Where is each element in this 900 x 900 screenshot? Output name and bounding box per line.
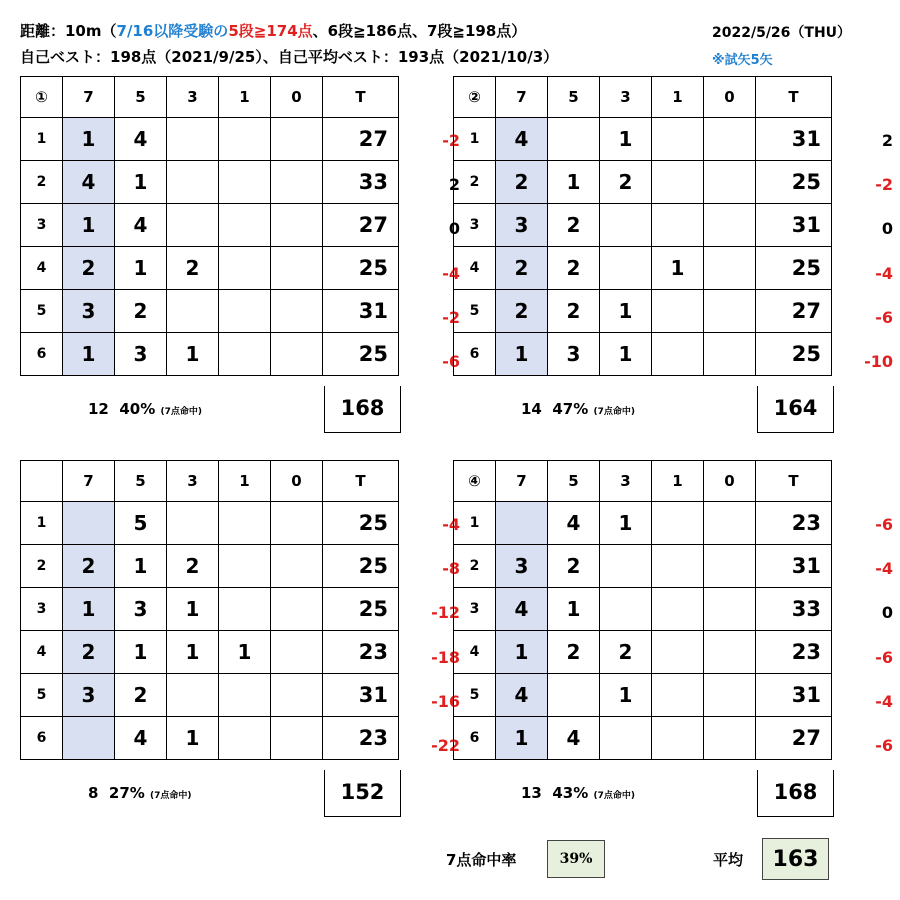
hit-count-cell: 3 <box>548 333 600 376</box>
hit-count-cell: 3 <box>63 674 115 717</box>
end-number: 3 <box>21 588 63 631</box>
hit-count-cell <box>704 674 756 717</box>
column-header: 3 <box>167 461 219 502</box>
end-row <box>454 204 832 247</box>
score-table-4 <box>453 460 832 760</box>
hit-count-cell: 2 <box>167 247 219 290</box>
end-row <box>454 118 832 161</box>
column-header: 1 <box>652 77 704 118</box>
end-row <box>21 674 399 717</box>
end-row <box>454 545 832 588</box>
end-total: 25 <box>756 333 832 376</box>
hit-count-cell <box>219 204 271 247</box>
column-header: 0 <box>271 77 323 118</box>
end-number: 6 <box>21 333 63 376</box>
column-header: 5 <box>548 77 600 118</box>
hit-count-cell <box>704 204 756 247</box>
hit-count-cell: 1 <box>600 118 652 161</box>
hit-count-cell <box>219 588 271 631</box>
hit-count-cell <box>219 717 271 760</box>
column-header: 1 <box>652 461 704 502</box>
end-diff: 2 <box>881 131 893 150</box>
end-row <box>21 333 399 376</box>
hit-count-cell: 2 <box>548 545 600 588</box>
end-diff: -2 <box>875 175 893 195</box>
end-total: 31 <box>756 204 832 247</box>
diff-column <box>831 503 893 768</box>
hit-count-cell: 1 <box>496 333 548 376</box>
end-total: 23 <box>323 717 399 760</box>
hit-count-cell: 2 <box>496 247 548 290</box>
end-total: 33 <box>756 588 832 631</box>
end-row <box>21 631 399 674</box>
end-number: 2 <box>21 545 63 588</box>
hit-count-cell: 1 <box>167 631 219 674</box>
column-header: 3 <box>167 77 219 118</box>
hit-count-cell: 1 <box>600 674 652 717</box>
column-header: 0 <box>271 461 323 502</box>
column-header: 3 <box>600 461 652 502</box>
end-total: 25 <box>323 247 399 290</box>
hit-count-cell <box>167 118 219 161</box>
seven-count: 14 <box>521 400 542 418</box>
hit-count-cell: 4 <box>496 118 548 161</box>
hit-count-cell <box>63 717 115 760</box>
end-total: 25 <box>323 545 399 588</box>
end-diff: -6 <box>875 307 893 327</box>
column-header: 7 <box>496 461 548 502</box>
end-diff: 0 <box>881 603 893 623</box>
hit-count-cell: 1 <box>600 290 652 333</box>
dan-thresholds-text: 、6段≧186点、7段≧198点） <box>312 22 527 40</box>
end-number: 1 <box>21 118 63 161</box>
game-label: ① <box>21 77 63 118</box>
hit-count-cell: 1 <box>115 161 167 204</box>
hit-count-cell: 1 <box>496 717 548 760</box>
distance-text: 距離：10m（ <box>20 22 117 40</box>
hit-count-cell <box>704 161 756 204</box>
game-label: ④ <box>454 461 496 502</box>
end-diff: -6 <box>442 351 460 371</box>
end-number: 4 <box>454 631 496 674</box>
hit-count-cell <box>652 204 704 247</box>
end-number: 5 <box>454 290 496 333</box>
hit-count-cell <box>271 631 323 674</box>
column-header: T <box>323 461 399 502</box>
hit-count-cell <box>652 674 704 717</box>
hit-count-cell: 1 <box>115 545 167 588</box>
score-table-2 <box>453 76 832 376</box>
end-row <box>21 161 399 204</box>
end-diff: 0 <box>881 219 893 239</box>
column-header: 1 <box>219 461 271 502</box>
end-row <box>21 118 399 161</box>
hit-count-cell <box>271 333 323 376</box>
hit-count-cell: 3 <box>63 290 115 333</box>
game-summary <box>521 400 635 418</box>
end-diff: -8 <box>442 559 460 579</box>
hit-count-cell: 2 <box>548 290 600 333</box>
end-number: 4 <box>21 247 63 290</box>
end-diff: -4 <box>442 263 460 283</box>
end-diff: -6 <box>875 515 893 534</box>
diff-column <box>398 119 460 384</box>
hit-count-cell <box>167 502 219 545</box>
hit-count-cell: 2 <box>548 631 600 674</box>
end-row <box>454 247 832 290</box>
end-total: 27 <box>756 290 832 333</box>
game-total: 168 <box>757 770 834 817</box>
hit-count-cell: 1 <box>548 161 600 204</box>
hit-count-cell <box>652 588 704 631</box>
personal-best-line: 自己ベスト：198点（2021/9/25）、自己平均ベスト：193点（2021/10/3） <box>20 48 559 66</box>
hit-count-cell <box>704 333 756 376</box>
hit-count-cell: 2 <box>63 247 115 290</box>
hit-count-cell: 2 <box>548 247 600 290</box>
end-diff: 0 <box>448 219 460 239</box>
hit-count-cell <box>652 161 704 204</box>
hit-count-cell <box>704 247 756 290</box>
game-label <box>21 461 63 502</box>
seven-count: 8 <box>88 784 99 802</box>
hit-count-cell <box>704 545 756 588</box>
game-summary <box>88 784 192 802</box>
hit-count-cell <box>704 290 756 333</box>
end-number: 5 <box>21 674 63 717</box>
hit-count-cell <box>600 247 652 290</box>
hit-count-cell: 2 <box>496 290 548 333</box>
end-row <box>21 247 399 290</box>
game-total: 152 <box>324 770 401 817</box>
end-total: 23 <box>756 502 832 545</box>
hit-count-cell <box>704 717 756 760</box>
seven-percent: 43% <box>552 784 589 802</box>
end-total: 31 <box>756 545 832 588</box>
end-number: 4 <box>21 631 63 674</box>
hit-count-cell: 1 <box>63 204 115 247</box>
end-row <box>454 631 832 674</box>
hit-count-cell: 5 <box>115 502 167 545</box>
end-number: 3 <box>454 588 496 631</box>
column-header: T <box>756 77 832 118</box>
hit-count-cell <box>271 204 323 247</box>
hit-count-cell <box>704 588 756 631</box>
end-number: 2 <box>21 161 63 204</box>
end-total: 31 <box>756 674 832 717</box>
hit-count-cell: 2 <box>167 545 219 588</box>
hit-count-cell <box>271 502 323 545</box>
end-diff: -4 <box>442 515 460 534</box>
end-diff: -6 <box>875 647 893 667</box>
hit-count-cell <box>271 717 323 760</box>
end-diff: -12 <box>431 603 460 623</box>
hit-count-cell <box>219 502 271 545</box>
seven-count: 13 <box>521 784 542 802</box>
end-total: 25 <box>756 247 832 290</box>
hit-count-cell <box>652 631 704 674</box>
hit-count-cell <box>652 502 704 545</box>
hit-count-cell: 4 <box>548 717 600 760</box>
seven-percent: 40% <box>119 400 156 418</box>
game-summary <box>521 784 635 802</box>
game-total: 168 <box>324 386 401 433</box>
hit-count-cell: 1 <box>115 247 167 290</box>
end-row <box>21 545 399 588</box>
end-row <box>21 290 399 333</box>
hit-count-cell <box>600 545 652 588</box>
column-header: 7 <box>63 461 115 502</box>
end-row <box>21 502 399 545</box>
column-header: 1 <box>219 77 271 118</box>
end-number: 6 <box>21 717 63 760</box>
hit-count-cell <box>219 674 271 717</box>
end-diff: -4 <box>875 263 893 283</box>
end-row <box>454 674 832 717</box>
hit-count-cell: 2 <box>115 674 167 717</box>
seven-percent-note: (7点命中) <box>593 407 635 417</box>
average-value: 163 <box>762 838 829 880</box>
end-number: 4 <box>454 247 496 290</box>
end-number: 6 <box>454 717 496 760</box>
hit-count-cell: 4 <box>115 204 167 247</box>
hit-count-cell: 2 <box>115 290 167 333</box>
column-header: 5 <box>115 77 167 118</box>
hit-count-cell <box>652 333 704 376</box>
hit-count-cell <box>271 588 323 631</box>
hit-count-cell: 4 <box>496 674 548 717</box>
game-label: ② <box>454 77 496 118</box>
end-number: 6 <box>454 333 496 376</box>
hit-count-cell: 4 <box>115 717 167 760</box>
seven-percent: 27% <box>108 784 145 802</box>
hit-count-cell <box>548 118 600 161</box>
hit-count-cell <box>652 545 704 588</box>
hit-count-cell <box>600 588 652 631</box>
game-total: 164 <box>757 386 834 433</box>
hit-count-cell: 2 <box>600 631 652 674</box>
end-number: 5 <box>21 290 63 333</box>
hit-count-cell <box>652 290 704 333</box>
hit-count-cell: 2 <box>63 545 115 588</box>
end-diff: -4 <box>875 691 893 711</box>
average-label: 平均 <box>713 851 744 869</box>
hit-count-cell <box>167 161 219 204</box>
score-table-3 <box>20 460 399 760</box>
hit-count-cell: 4 <box>63 161 115 204</box>
end-total: 25 <box>756 161 832 204</box>
hit-count-cell <box>271 161 323 204</box>
dan5-threshold: 5段≧174点 <box>228 22 313 40</box>
hit-count-cell: 4 <box>115 118 167 161</box>
end-diff: -4 <box>875 559 893 579</box>
hit-count-cell: 3 <box>496 545 548 588</box>
end-total: 27 <box>323 118 399 161</box>
hit-count-cell: 1 <box>167 333 219 376</box>
end-total: 31 <box>323 290 399 333</box>
end-row <box>21 717 399 760</box>
hit-count-cell: 1 <box>219 631 271 674</box>
hit-count-cell <box>63 502 115 545</box>
distance-line <box>20 20 526 41</box>
end-number: 3 <box>21 204 63 247</box>
hit-count-cell: 1 <box>548 588 600 631</box>
end-number: 5 <box>454 674 496 717</box>
column-header: 5 <box>548 461 600 502</box>
end-row <box>21 588 399 631</box>
end-total: 25 <box>323 333 399 376</box>
diff-column <box>831 119 893 384</box>
hit-count-cell: 3 <box>115 588 167 631</box>
column-header: 7 <box>63 77 115 118</box>
hit-count-cell: 1 <box>600 333 652 376</box>
hit-count-cell <box>167 290 219 333</box>
end-total: 27 <box>323 204 399 247</box>
hit-count-cell <box>600 717 652 760</box>
hit-count-cell <box>271 290 323 333</box>
hit-count-cell: 1 <box>63 118 115 161</box>
end-row <box>454 502 832 545</box>
exam-date-text: 7/16以降受験の <box>116 22 229 40</box>
hit-count-cell <box>167 204 219 247</box>
hit-count-cell <box>704 631 756 674</box>
seven-percent: 47% <box>552 400 589 418</box>
hit-count-cell <box>219 333 271 376</box>
seven-percent-note: (7点命中) <box>150 791 192 801</box>
end-total: 27 <box>756 717 832 760</box>
hit-count-cell: 3 <box>496 204 548 247</box>
hit-count-cell: 2 <box>548 204 600 247</box>
hit-count-cell <box>271 674 323 717</box>
end-diff: 2 <box>448 175 460 195</box>
end-number: 2 <box>454 545 496 588</box>
warmup-note: ※試矢5矢 <box>712 53 773 68</box>
seven-percent-note: (7点命中) <box>160 407 202 417</box>
hit-count-cell: 1 <box>63 588 115 631</box>
hit-count-cell <box>652 118 704 161</box>
seven-count: 12 <box>88 400 109 418</box>
game-summary <box>88 400 202 418</box>
end-row <box>21 204 399 247</box>
hit-count-cell: 4 <box>496 588 548 631</box>
end-total: 23 <box>756 631 832 674</box>
end-diff: -10 <box>864 351 893 371</box>
hit-count-cell <box>219 247 271 290</box>
hit-count-cell: 2 <box>496 161 548 204</box>
column-header: T <box>756 461 832 502</box>
hit-count-cell <box>704 118 756 161</box>
end-diff: -6 <box>875 735 893 755</box>
column-header: T <box>323 77 399 118</box>
hit-count-cell <box>600 204 652 247</box>
end-total: 23 <box>323 631 399 674</box>
hit-count-cell <box>167 674 219 717</box>
end-number: 1 <box>21 502 63 545</box>
end-total: 25 <box>323 502 399 545</box>
end-number: 1 <box>454 118 496 161</box>
hit-count-cell: 2 <box>63 631 115 674</box>
score-table-1 <box>20 76 399 376</box>
hit-count-cell <box>219 161 271 204</box>
hit-count-cell <box>548 674 600 717</box>
end-diff: -2 <box>442 307 460 327</box>
hit-count-cell <box>271 118 323 161</box>
hit-count-cell: 1 <box>115 631 167 674</box>
column-header: 5 <box>115 461 167 502</box>
hit-count-cell: 1 <box>167 717 219 760</box>
end-number: 3 <box>454 204 496 247</box>
hit-count-cell: 3 <box>115 333 167 376</box>
column-header: 3 <box>600 77 652 118</box>
diff-column <box>398 503 460 768</box>
hit-rate-value: 39% <box>547 840 605 878</box>
end-row <box>454 161 832 204</box>
end-row <box>454 333 832 376</box>
end-total: 25 <box>323 588 399 631</box>
end-number: 1 <box>454 502 496 545</box>
end-row <box>454 588 832 631</box>
hit-count-cell: 1 <box>652 247 704 290</box>
end-diff: -18 <box>431 647 460 667</box>
end-diff: -22 <box>431 735 460 755</box>
hit-count-cell: 4 <box>548 502 600 545</box>
column-header: 0 <box>704 461 756 502</box>
column-header: 7 <box>496 77 548 118</box>
end-diff: -16 <box>431 691 460 711</box>
end-row <box>454 290 832 333</box>
hit-count-cell <box>271 247 323 290</box>
hit-count-cell <box>652 717 704 760</box>
hit-count-cell <box>704 502 756 545</box>
hit-rate-label: 7点命中率 <box>446 851 517 869</box>
end-total: 33 <box>323 161 399 204</box>
end-total: 31 <box>756 118 832 161</box>
end-total: 31 <box>323 674 399 717</box>
hit-count-cell: 1 <box>600 502 652 545</box>
hit-count-cell: 1 <box>167 588 219 631</box>
hit-count-cell <box>219 290 271 333</box>
hit-count-cell <box>219 118 271 161</box>
hit-count-cell: 1 <box>496 631 548 674</box>
hit-count-cell: 2 <box>600 161 652 204</box>
end-diff: -2 <box>442 131 460 150</box>
date-text: 2022/5/26（THU） <box>712 25 852 41</box>
hit-count-cell <box>219 545 271 588</box>
seven-percent-note: (7点命中) <box>593 791 635 801</box>
end-number: 2 <box>454 161 496 204</box>
end-row <box>454 717 832 760</box>
column-header: 0 <box>704 77 756 118</box>
hit-count-cell: 1 <box>63 333 115 376</box>
hit-count-cell <box>496 502 548 545</box>
hit-count-cell <box>271 545 323 588</box>
